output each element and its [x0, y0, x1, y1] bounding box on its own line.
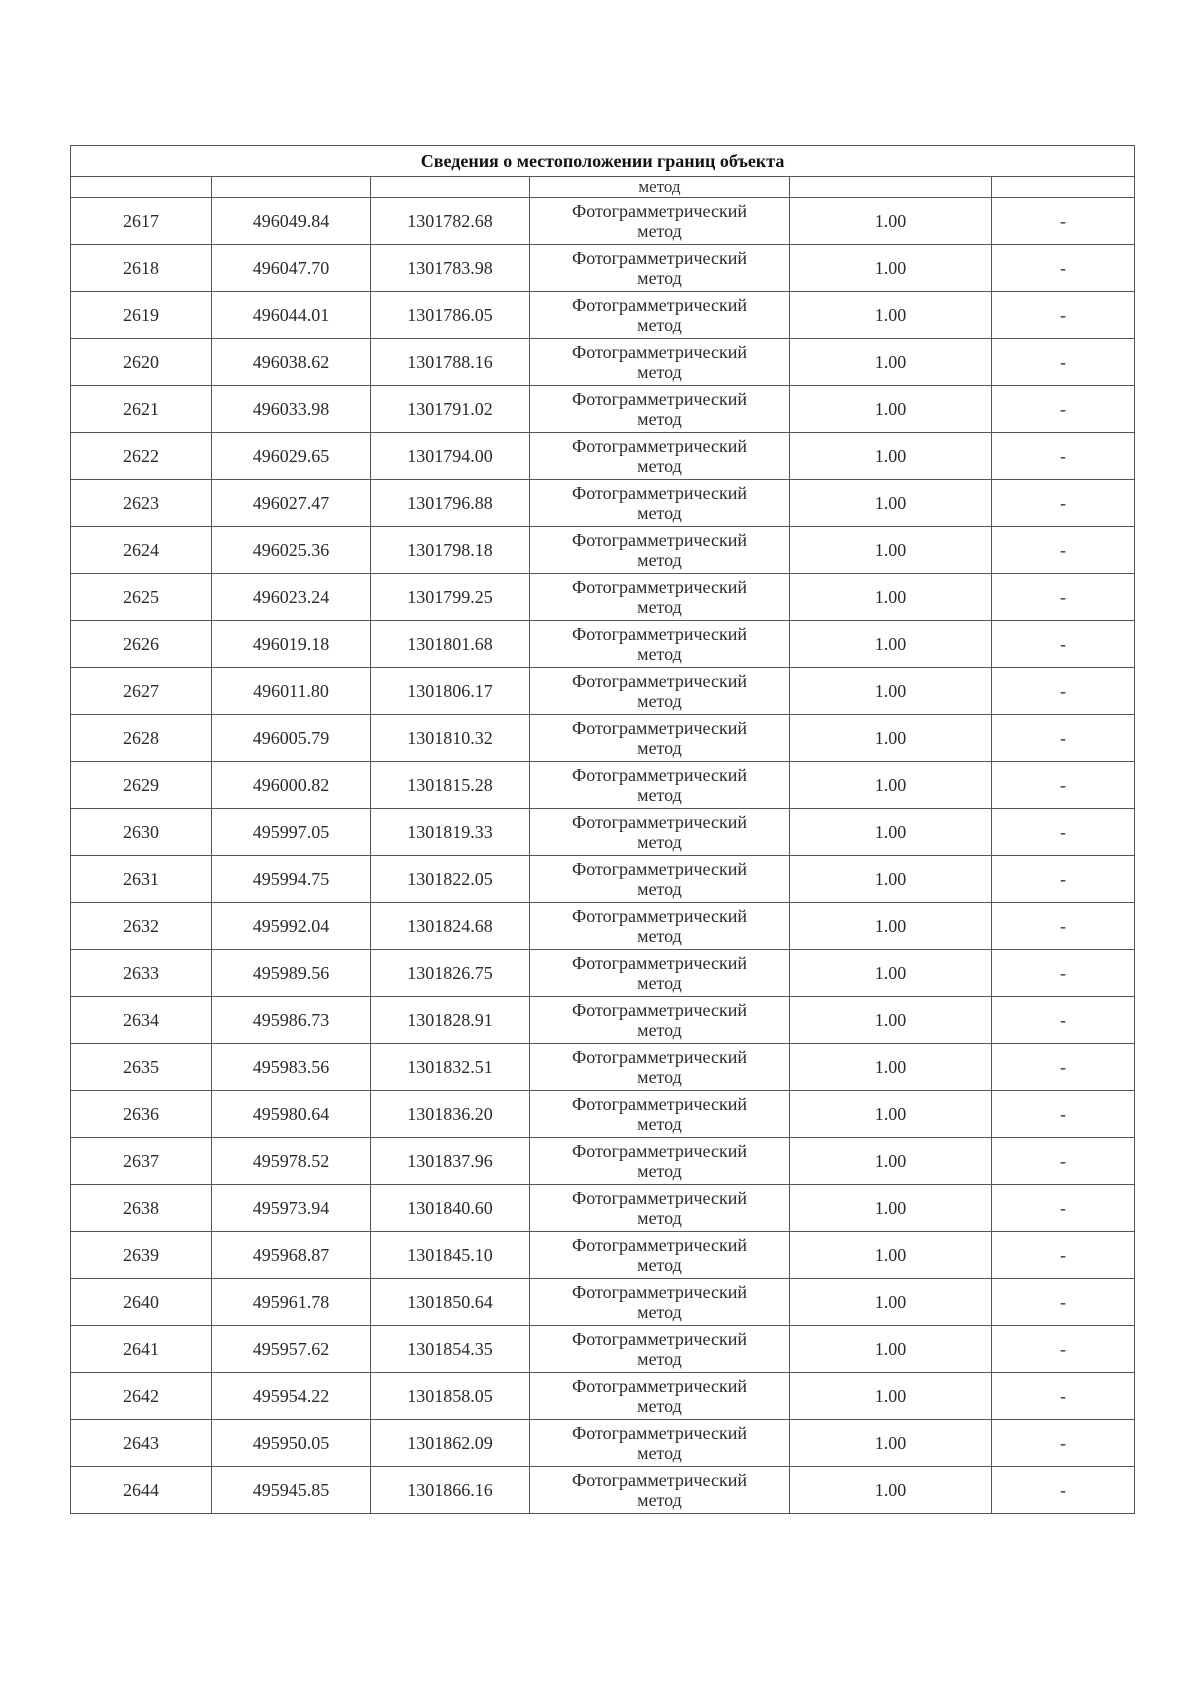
x-coordinate-cell: 495957.62: [212, 1326, 371, 1373]
note-cell: -: [992, 574, 1135, 621]
table-row: [71, 245, 1135, 292]
note-cell: -: [992, 1232, 1135, 1279]
method-line-2: метод: [637, 1302, 682, 1322]
method-line-1: Фотограмметрический: [572, 1000, 747, 1020]
x-coordinate-cell: 495973.94: [212, 1185, 371, 1232]
note-cell: -: [992, 950, 1135, 997]
x-coordinate-cell: 496049.84: [212, 198, 371, 245]
method-line-1: Фотограмметрический: [572, 201, 747, 221]
table-row: [71, 198, 1135, 245]
method-cell: [530, 1326, 790, 1373]
y-coordinate-cell: 1301862.09: [371, 1420, 530, 1467]
note-cell: -: [992, 903, 1135, 950]
x-coordinate-cell: 496025.36: [212, 527, 371, 574]
note-cell: -: [992, 198, 1135, 245]
x-coordinate-cell: 495961.78: [212, 1279, 371, 1326]
note-cell: -: [992, 762, 1135, 809]
method-line-1: Фотограмметрический: [572, 1470, 747, 1490]
point-number-cell: 2638: [71, 1185, 212, 1232]
x-coordinate-cell: 495986.73: [212, 997, 371, 1044]
continuation-row: [71, 177, 1135, 198]
table-row: [71, 715, 1135, 762]
table-row: [71, 574, 1135, 621]
note-cell: -: [992, 809, 1135, 856]
method-cell: [530, 1138, 790, 1185]
table-row: [71, 1091, 1135, 1138]
table-row: [71, 950, 1135, 997]
note-cell: -: [992, 292, 1135, 339]
method-line-1: Фотограмметрический: [572, 1141, 747, 1161]
note-cell: -: [992, 715, 1135, 762]
method-cell: [530, 1232, 790, 1279]
method-line-2: метод: [637, 832, 682, 852]
point-number-cell: 2642: [71, 1373, 212, 1420]
x-coordinate-cell: 495994.75: [212, 856, 371, 903]
method-line-2: метод: [637, 503, 682, 523]
accuracy-cell: 1.00: [790, 762, 992, 809]
method-line-1: Фотограмметрический: [572, 248, 747, 268]
y-coordinate-cell: 1301806.17: [371, 668, 530, 715]
x-coordinate-cell: 496038.62: [212, 339, 371, 386]
method-cell: [530, 292, 790, 339]
method-line-1: Фотограмметрический: [572, 1047, 747, 1067]
accuracy-cell: 1.00: [790, 433, 992, 480]
point-number-cell: 2625: [71, 574, 212, 621]
method-line-2: метод: [637, 1349, 682, 1369]
table-row: [71, 1044, 1135, 1091]
method-line-1: Фотограмметрический: [572, 530, 747, 550]
method-line-1: Фотограмметрический: [572, 1329, 747, 1349]
table-row: [71, 1420, 1135, 1467]
method-line-2: метод: [637, 973, 682, 993]
note-cell: -: [992, 1044, 1135, 1091]
method-line-2: метод: [637, 1255, 682, 1275]
method-line-1: Фотограмметрический: [572, 389, 747, 409]
point-number-cell: 2617: [71, 198, 212, 245]
table-row: [71, 668, 1135, 715]
y-coordinate-cell: 1301786.05: [371, 292, 530, 339]
table-row: [71, 433, 1135, 480]
method-line-2: метод: [637, 362, 682, 382]
method-line-2: метод: [637, 1208, 682, 1228]
note-cell: -: [992, 433, 1135, 480]
table-row: [71, 1373, 1135, 1420]
point-number-cell: 2641: [71, 1326, 212, 1373]
y-coordinate-cell: 1301796.88: [371, 480, 530, 527]
x-coordinate-cell: 496044.01: [212, 292, 371, 339]
method-line-1: Фотограмметрический: [572, 1188, 747, 1208]
accuracy-cell: 1.00: [790, 292, 992, 339]
method-cell: [530, 386, 790, 433]
method-line-2: метод: [637, 315, 682, 335]
accuracy-cell: 1.00: [790, 1467, 992, 1514]
table-row: [71, 386, 1135, 433]
method-line-2: метод: [637, 268, 682, 288]
method-line-2: метод: [637, 550, 682, 570]
method-cell: [530, 1467, 790, 1514]
method-line-1: Фотограмметрический: [572, 295, 747, 315]
method-line-1: Фотограмметрический: [572, 483, 747, 503]
method-continuation-cell: метод: [530, 177, 790, 198]
table-cell: [371, 177, 530, 198]
method-cell: [530, 856, 790, 903]
x-coordinate-cell: 496000.82: [212, 762, 371, 809]
note-cell: -: [992, 1091, 1135, 1138]
point-number-cell: 2629: [71, 762, 212, 809]
x-coordinate-cell: 496029.65: [212, 433, 371, 480]
note-cell: -: [992, 621, 1135, 668]
method-line-1: Фотограмметрический: [572, 624, 747, 644]
method-line-2: метод: [637, 409, 682, 429]
x-coordinate-cell: 495983.56: [212, 1044, 371, 1091]
y-coordinate-cell: 1301845.10: [371, 1232, 530, 1279]
y-coordinate-cell: 1301866.16: [371, 1467, 530, 1514]
method-line-2: метод: [637, 1396, 682, 1416]
method-line-1: Фотограмметрический: [572, 859, 747, 879]
method-cell: [530, 950, 790, 997]
table-row: [71, 1138, 1135, 1185]
method-line-1: Фотограмметрический: [572, 906, 747, 926]
method-cell: [530, 1044, 790, 1091]
accuracy-cell: 1.00: [790, 574, 992, 621]
method-line-2: метод: [637, 1490, 682, 1510]
y-coordinate-cell: 1301858.05: [371, 1373, 530, 1420]
accuracy-cell: 1.00: [790, 527, 992, 574]
method-cell: [530, 1279, 790, 1326]
method-line-2: метод: [637, 1114, 682, 1134]
point-number-cell: 2620: [71, 339, 212, 386]
method-cell: [530, 245, 790, 292]
table-row: [71, 762, 1135, 809]
table-row: [71, 1185, 1135, 1232]
method-line-1: Фотограмметрический: [572, 1094, 747, 1114]
point-number-cell: 2640: [71, 1279, 212, 1326]
table-cell: [71, 177, 212, 198]
accuracy-cell: 1.00: [790, 245, 992, 292]
method-line-2: метод: [637, 221, 682, 241]
y-coordinate-cell: 1301826.75: [371, 950, 530, 997]
method-line-1: Фотограмметрический: [572, 1376, 747, 1396]
method-cell: [530, 1373, 790, 1420]
y-coordinate-cell: 1301815.28: [371, 762, 530, 809]
method-line-2: метод: [637, 1443, 682, 1463]
table-cell: [212, 177, 371, 198]
method-cell: [530, 1091, 790, 1138]
method-line-2: метод: [637, 926, 682, 946]
accuracy-cell: 1.00: [790, 856, 992, 903]
method-line-2: метод: [637, 456, 682, 476]
y-coordinate-cell: 1301837.96: [371, 1138, 530, 1185]
accuracy-cell: 1.00: [790, 668, 992, 715]
y-coordinate-cell: 1301840.60: [371, 1185, 530, 1232]
y-coordinate-cell: 1301788.16: [371, 339, 530, 386]
method-line-2: метод: [637, 597, 682, 617]
x-coordinate-cell: 496005.79: [212, 715, 371, 762]
table-row: [71, 480, 1135, 527]
x-coordinate-cell: 495997.05: [212, 809, 371, 856]
y-coordinate-cell: 1301832.51: [371, 1044, 530, 1091]
accuracy-cell: 1.00: [790, 1091, 992, 1138]
method-cell: [530, 527, 790, 574]
method-line-2: метод: [637, 1067, 682, 1087]
point-number-cell: 2636: [71, 1091, 212, 1138]
x-coordinate-cell: 496023.24: [212, 574, 371, 621]
y-coordinate-cell: 1301798.18: [371, 527, 530, 574]
table-cell: [992, 177, 1135, 198]
note-cell: -: [992, 1138, 1135, 1185]
method-cell: [530, 997, 790, 1044]
point-number-cell: 2628: [71, 715, 212, 762]
accuracy-cell: 1.00: [790, 1044, 992, 1091]
x-coordinate-cell: 495945.85: [212, 1467, 371, 1514]
method-line-1: Фотограмметрический: [572, 342, 747, 362]
accuracy-cell: 1.00: [790, 950, 992, 997]
method-line-1: Фотограмметрический: [572, 1282, 747, 1302]
note-cell: -: [992, 245, 1135, 292]
x-coordinate-cell: 495989.56: [212, 950, 371, 997]
x-coordinate-cell: 495978.52: [212, 1138, 371, 1185]
note-cell: -: [992, 339, 1135, 386]
point-number-cell: 2621: [71, 386, 212, 433]
boundary-coordinates-table: [70, 145, 1135, 1514]
table-row: [71, 856, 1135, 903]
x-coordinate-cell: 496047.70: [212, 245, 371, 292]
point-number-cell: 2632: [71, 903, 212, 950]
point-number-cell: 2618: [71, 245, 212, 292]
method-cell: [530, 339, 790, 386]
table-row: [71, 1326, 1135, 1373]
y-coordinate-cell: 1301782.68: [371, 198, 530, 245]
accuracy-cell: 1.00: [790, 1373, 992, 1420]
y-coordinate-cell: 1301799.25: [371, 574, 530, 621]
y-coordinate-cell: 1301836.20: [371, 1091, 530, 1138]
x-coordinate-cell: 495968.87: [212, 1232, 371, 1279]
point-number-cell: 2623: [71, 480, 212, 527]
method-line-1: Фотограмметрический: [572, 436, 747, 456]
y-coordinate-cell: 1301783.98: [371, 245, 530, 292]
method-cell: [530, 1420, 790, 1467]
point-number-cell: 2639: [71, 1232, 212, 1279]
note-cell: -: [992, 1185, 1135, 1232]
note-cell: -: [992, 1279, 1135, 1326]
method-cell: [530, 198, 790, 245]
accuracy-cell: 1.00: [790, 809, 992, 856]
table-row: [71, 621, 1135, 668]
table-row: [71, 903, 1135, 950]
point-number-cell: 2634: [71, 997, 212, 1044]
table-cell: [790, 177, 992, 198]
note-cell: -: [992, 856, 1135, 903]
method-line-1: Фотограмметрический: [572, 1423, 747, 1443]
accuracy-cell: 1.00: [790, 480, 992, 527]
x-coordinate-cell: 495980.64: [212, 1091, 371, 1138]
method-line-1: Фотограмметрический: [572, 765, 747, 785]
accuracy-cell: 1.00: [790, 386, 992, 433]
method-line-1: Фотограмметрический: [572, 1235, 747, 1255]
x-coordinate-cell: 496011.80: [212, 668, 371, 715]
note-cell: -: [992, 668, 1135, 715]
table-row: [71, 527, 1135, 574]
accuracy-cell: 1.00: [790, 1185, 992, 1232]
accuracy-cell: 1.00: [790, 903, 992, 950]
method-line-1: Фотограмметрический: [572, 671, 747, 691]
point-number-cell: 2643: [71, 1420, 212, 1467]
table-row: [71, 997, 1135, 1044]
method-cell: [530, 1185, 790, 1232]
note-cell: -: [992, 386, 1135, 433]
method-line-1: Фотограмметрический: [572, 718, 747, 738]
method-line-1: Фотограмметрический: [572, 577, 747, 597]
method-cell: [530, 574, 790, 621]
accuracy-cell: 1.00: [790, 1279, 992, 1326]
point-number-cell: 2633: [71, 950, 212, 997]
point-number-cell: 2644: [71, 1467, 212, 1514]
accuracy-cell: 1.00: [790, 715, 992, 762]
y-coordinate-cell: 1301801.68: [371, 621, 530, 668]
accuracy-cell: 1.00: [790, 1326, 992, 1373]
x-coordinate-cell: 496027.47: [212, 480, 371, 527]
accuracy-cell: 1.00: [790, 198, 992, 245]
table-row: [71, 339, 1135, 386]
point-number-cell: 2627: [71, 668, 212, 715]
table-row: [71, 809, 1135, 856]
accuracy-cell: 1.00: [790, 339, 992, 386]
accuracy-cell: 1.00: [790, 997, 992, 1044]
method-cell: [530, 809, 790, 856]
point-number-cell: 2635: [71, 1044, 212, 1091]
table-row: [71, 292, 1135, 339]
table-row: [71, 1279, 1135, 1326]
method-cell: [530, 762, 790, 809]
note-cell: -: [992, 1326, 1135, 1373]
note-cell: -: [992, 1467, 1135, 1514]
method-cell: [530, 433, 790, 480]
method-cell: [530, 903, 790, 950]
x-coordinate-cell: 495992.04: [212, 903, 371, 950]
x-coordinate-cell: 495954.22: [212, 1373, 371, 1420]
y-coordinate-cell: 1301822.05: [371, 856, 530, 903]
note-cell: -: [992, 480, 1135, 527]
y-coordinate-cell: 1301824.68: [371, 903, 530, 950]
table-title: Сведения о местоположении границ объекта: [71, 146, 1135, 177]
point-number-cell: 2630: [71, 809, 212, 856]
method-line-1: Фотограмметрический: [572, 953, 747, 973]
x-coordinate-cell: 496033.98: [212, 386, 371, 433]
method-line-2: метод: [637, 879, 682, 899]
note-cell: -: [992, 1373, 1135, 1420]
accuracy-cell: 1.00: [790, 1232, 992, 1279]
y-coordinate-cell: 1301791.02: [371, 386, 530, 433]
method-line-2: метод: [637, 644, 682, 664]
point-number-cell: 2631: [71, 856, 212, 903]
y-coordinate-cell: 1301850.64: [371, 1279, 530, 1326]
y-coordinate-cell: 1301854.35: [371, 1326, 530, 1373]
method-line-2: метод: [637, 691, 682, 711]
point-number-cell: 2619: [71, 292, 212, 339]
method-line-2: метод: [637, 1161, 682, 1181]
y-coordinate-cell: 1301810.32: [371, 715, 530, 762]
accuracy-cell: 1.00: [790, 621, 992, 668]
method-line-1: Фотограмметрический: [572, 812, 747, 832]
x-coordinate-cell: 496019.18: [212, 621, 371, 668]
table-row: [71, 1232, 1135, 1279]
point-number-cell: 2637: [71, 1138, 212, 1185]
point-number-cell: 2622: [71, 433, 212, 480]
method-line-2: метод: [637, 1020, 682, 1040]
accuracy-cell: 1.00: [790, 1138, 992, 1185]
note-cell: -: [992, 997, 1135, 1044]
method-line-2: метод: [637, 785, 682, 805]
x-coordinate-cell: 495950.05: [212, 1420, 371, 1467]
method-line-2: метод: [637, 738, 682, 758]
method-cell: [530, 715, 790, 762]
note-cell: -: [992, 527, 1135, 574]
note-cell: -: [992, 1420, 1135, 1467]
y-coordinate-cell: 1301794.00: [371, 433, 530, 480]
point-number-cell: 2626: [71, 621, 212, 668]
method-cell: [530, 668, 790, 715]
y-coordinate-cell: 1301828.91: [371, 997, 530, 1044]
method-cell: [530, 480, 790, 527]
method-cell: [530, 621, 790, 668]
point-number-cell: 2624: [71, 527, 212, 574]
accuracy-cell: 1.00: [790, 1420, 992, 1467]
table-row: [71, 1467, 1135, 1514]
y-coordinate-cell: 1301819.33: [371, 809, 530, 856]
